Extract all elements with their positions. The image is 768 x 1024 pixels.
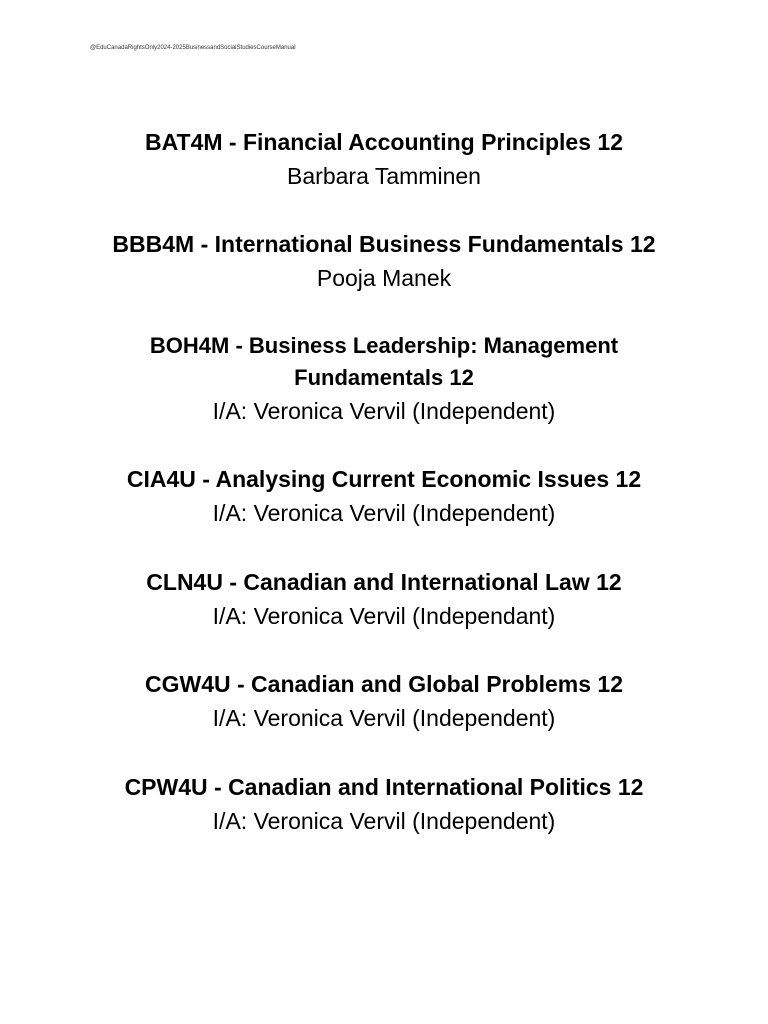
- course-title: CIA4U - Analysing Current Economic Issues 12: [126, 466, 642, 492]
- course-title: BBB4M - International Business Fundamentals 12: [112, 231, 656, 257]
- course-title: CPW4U - Canadian and International Politics 12: [124, 774, 644, 800]
- course-teacher: I/A: Veronica Vervil (Independent): [212, 705, 556, 731]
- course-entry-cgw4u: [40, 668, 728, 735]
- course-entry-boh4m: [60, 330, 708, 428]
- course-teacher: I/A: Veronica Vervil (Independent): [212, 500, 556, 526]
- course-teacher: I/A: Veronica Vervil (Independent): [212, 808, 556, 834]
- course-entry-cia4u: [40, 463, 728, 530]
- course-teacher: I/A: Veronica Vervil (Independent): [212, 398, 556, 424]
- course-entry-cln4u: [40, 566, 728, 633]
- header-note: @EduCanadaRightsOnly2024-2025BusinessandSocialStudiesCourseManual: [90, 45, 296, 51]
- course-teacher: Pooja Manek: [316, 265, 452, 291]
- course-entry-cpw4u: [40, 771, 728, 838]
- course-title: BAT4M - Financial Accounting Principles 12: [145, 129, 623, 155]
- course-teacher: I/A: Veronica Vervil (Independant): [212, 603, 556, 629]
- course-entry-bbb4m: [40, 228, 728, 295]
- course-title-line1: BOH4M - Business Leadership: Management: [149, 333, 619, 358]
- course-teacher: Barbara Tamminen: [287, 163, 481, 189]
- course-title-line2: Fundamentals 12: [294, 365, 474, 390]
- course-title: CLN4U - Canadian and International Law 12: [146, 569, 622, 595]
- course-entry-bat4m: [40, 126, 728, 193]
- course-title: CGW4U - Canadian and Global Problems 12: [145, 671, 623, 697]
